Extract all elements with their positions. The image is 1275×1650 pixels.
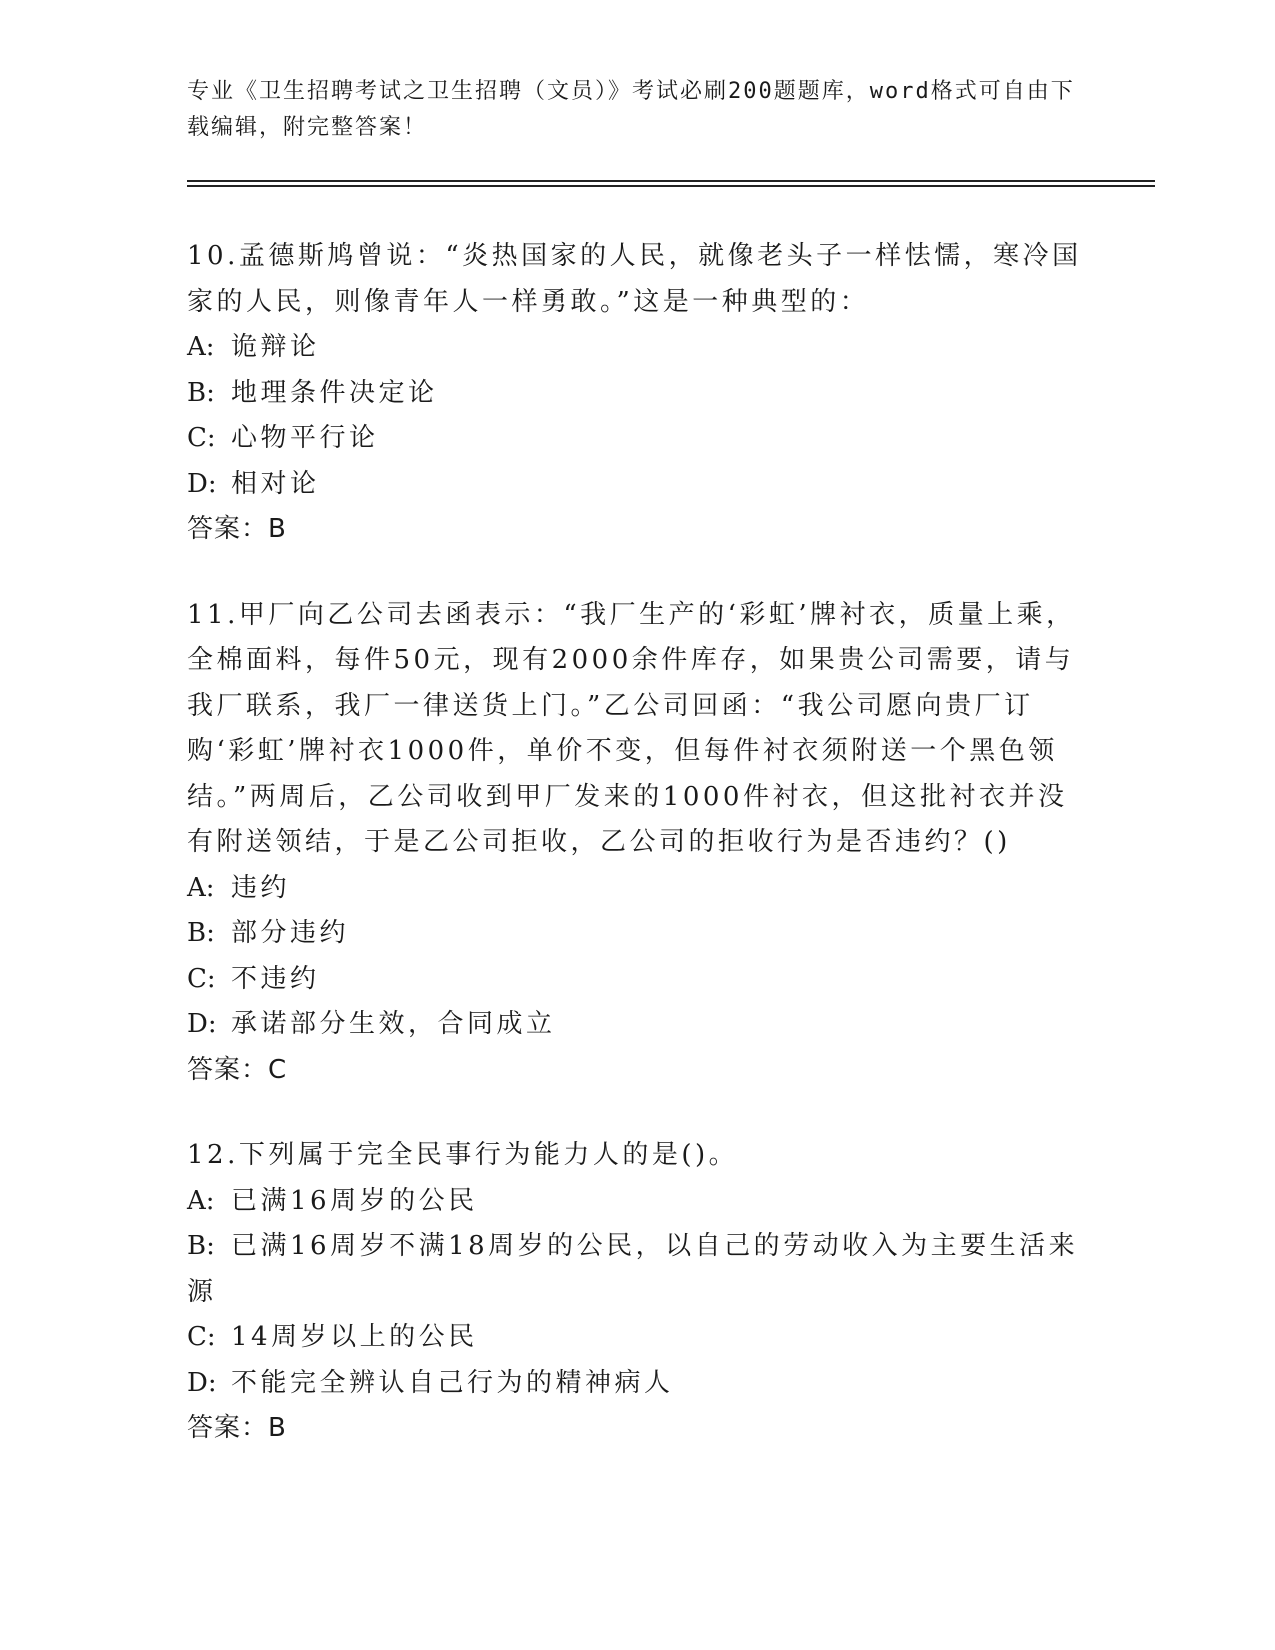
option-text: 相对论 xyxy=(231,468,320,499)
answer-line: 答案：B xyxy=(187,514,287,544)
option-text: 地理条件决定论 xyxy=(231,377,438,408)
option-a xyxy=(187,866,1087,912)
option-c xyxy=(187,957,1087,1003)
answer-line: 答案：B xyxy=(187,1413,287,1443)
option-d xyxy=(187,1361,1087,1407)
option-c xyxy=(187,1315,1087,1361)
header-divider-top xyxy=(187,180,1155,182)
option-text: 不违约 xyxy=(231,963,320,994)
option-a xyxy=(187,325,1087,371)
option-text: 已满16周岁的公民 xyxy=(231,1185,478,1216)
option-d xyxy=(187,1002,1087,1048)
option-text: 部分违约 xyxy=(231,918,350,948)
option-key: B: xyxy=(187,918,215,948)
option-c xyxy=(187,416,1087,462)
question-list xyxy=(187,234,1087,1492)
option-key: C: xyxy=(187,963,216,994)
document-header: 专业《卫生招聘考试之卫生招聘（文员）》考试必刷200题题库，word格式可自由下载编辑，附完整答案！ xyxy=(187,79,1075,140)
option-key: C: xyxy=(187,1322,216,1352)
question-10 xyxy=(187,234,1087,553)
option-text: 不能完全辨认自己行为的精神病人 xyxy=(231,1367,674,1398)
option-key: A: xyxy=(187,332,215,362)
option-key: B: xyxy=(187,377,215,408)
option-key: D: xyxy=(187,468,217,499)
option-text: 已满16周岁不满18周岁的公民，以自己的劳动收入为主要生活来源 xyxy=(187,1231,1079,1307)
question-stem: 10.孟德斯鸠曾说：“炎热国家的人民，就像老头子一样怯懦，寒冷国家的人民，则像青年人一样勇敢。”这是一种典型的： xyxy=(187,241,1082,317)
answer-line: 答案：C xyxy=(187,1054,288,1085)
option-a xyxy=(187,1179,1087,1225)
option-b xyxy=(187,911,1087,957)
option-key: D: xyxy=(187,1009,217,1039)
option-text: 诡辩论 xyxy=(231,332,320,362)
option-d xyxy=(187,462,1087,508)
option-key: D: xyxy=(187,1367,217,1398)
option-text: 违约 xyxy=(231,872,291,903)
option-text: 心物平行论 xyxy=(231,423,379,453)
question-stem: 12.下列属于完全民事行为能力人的是()。 xyxy=(187,1140,739,1170)
option-key: C: xyxy=(187,423,216,453)
option-b xyxy=(187,1224,1087,1315)
option-text: 承诺部分生效，合同成立 xyxy=(231,1009,556,1039)
option-text: 14周岁以上的公民 xyxy=(231,1322,478,1352)
option-key: B: xyxy=(187,1231,215,1261)
question-stem: 11.甲厂向乙公司去函表示：“我厂生产的‘彩虹’牌衬衣，质量上乘，全棉面料，每件50元，现有2000余件库存，如果贵公司需要，请与我厂联系，我厂一律送货上门。”乙公司回函：“我公司愿向贵厂订购‘彩虹’牌衬衣1000件，单价不变，但每件衬衣须附送一个黑色领结。”两周后，乙公司收到甲厂发来的1000件衬衣，但这批衬衣并没有附送领结，于是乙公司拒收，乙公司的拒收行为是否违约？() xyxy=(187,599,1076,857)
question-11 xyxy=(187,593,1087,1094)
option-b xyxy=(187,371,1087,417)
question-12 xyxy=(187,1133,1087,1452)
header-divider-bottom xyxy=(187,185,1155,187)
option-key: A: xyxy=(187,1185,215,1216)
option-key: A: xyxy=(187,872,215,903)
